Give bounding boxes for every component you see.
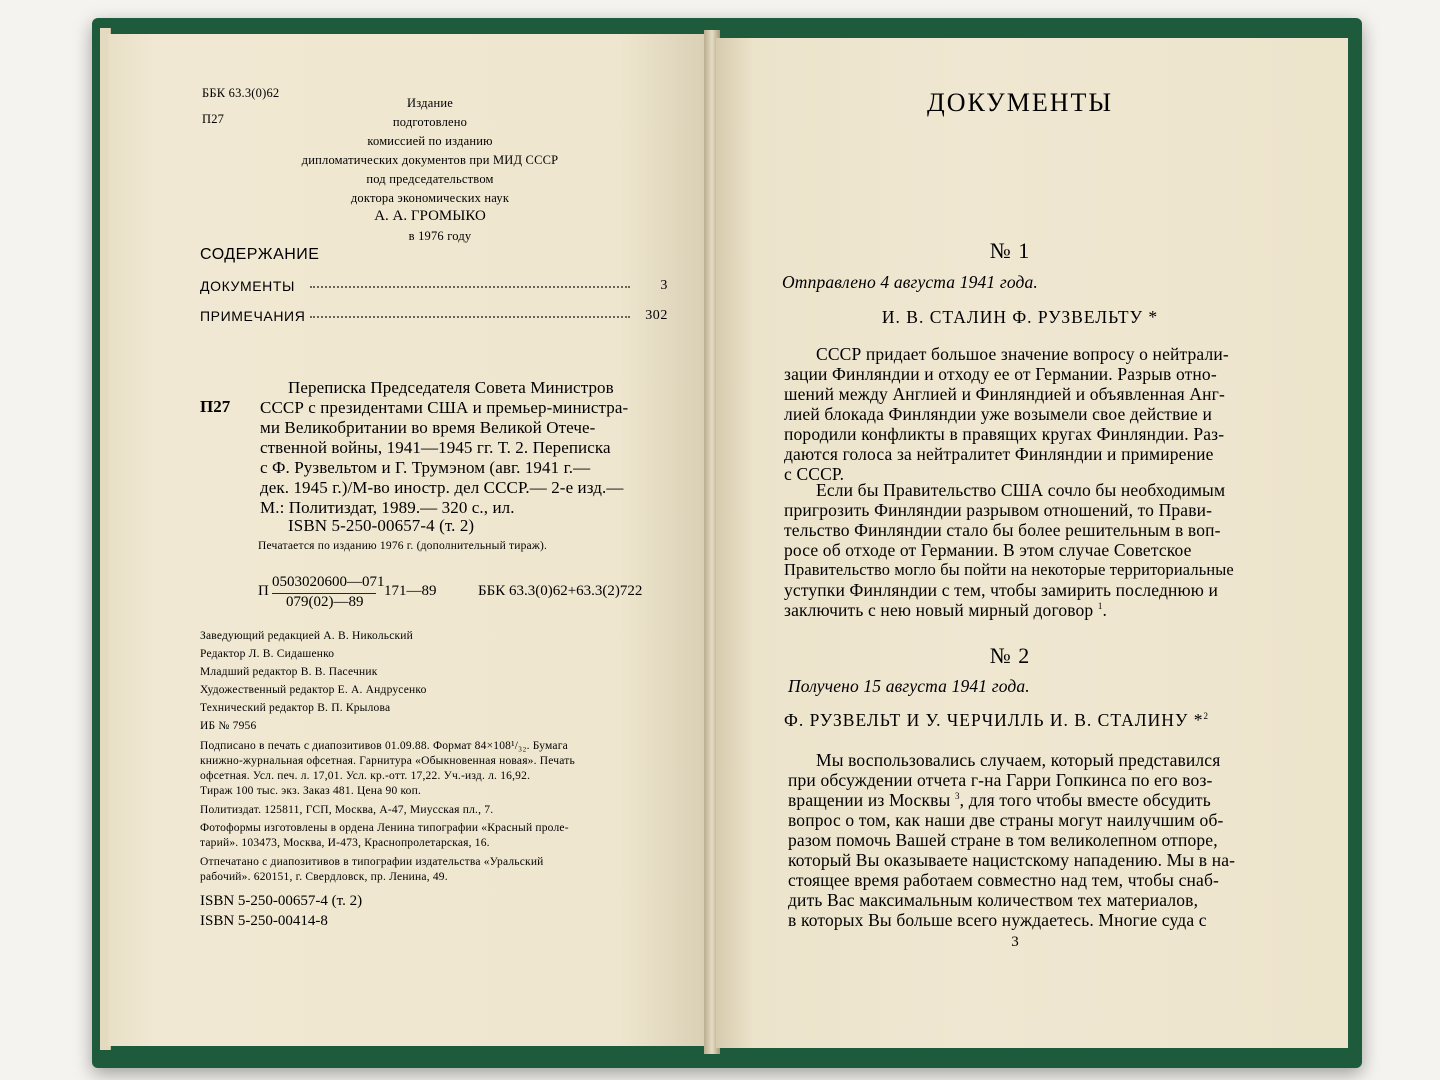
page-number: 3 [1011,934,1019,950]
biblio-line: ственной войны, 1941—1945 гг. Т. 2. Переписка [260,438,611,457]
prepared-line: под председательством [366,172,494,186]
fraction-prefix: П [258,583,269,599]
text-line: даются голоса за нейтралитет Финляндии и примирение [784,444,1214,464]
biblio-line: Переписка Председателя Совета Министров [288,378,614,397]
toc-leader [310,316,630,318]
text-line: Правительство могло бы пойти на некоторые территориальные [784,560,1234,579]
text-line: вопрос о том, как наши две страны могут наилучшим об- [788,810,1224,830]
catalog-code: П27 [200,397,231,416]
text-line: тельство Финляндии стало бы более решительным в воп- [784,520,1221,540]
text-line-last: заключить с нею новый мирный договор $^1$. [784,600,1108,620]
text-line: шений между Англией и Финляндией и объявленная Анг- [784,384,1225,404]
text-line: зации Финляндии и отходу ее от Германии. Разрыв отно- [784,364,1217,384]
staff-line: Редактор Л. В. Сидашенко [200,648,335,660]
call-code: П27 [202,112,225,126]
text-line: уступки Финляндии с тем, чтобы замирить последнюю и [784,580,1219,600]
ib-number: ИБ № 7956 [200,720,257,732]
prepared-line: подготовлено [392,115,468,129]
isbn-line: ISBN 5-250-00414-8 [200,913,328,929]
print-line: Подписано в печать с диапозитивов 01.09.88. Формат 84×108¹/₃₂. Бумага [200,740,568,752]
toc-row-documents [200,278,670,296]
bbk-code: ББК 63.3(0)62 [202,86,280,100]
reprint-note: Печатается по изданию 1976 г. (дополнительный тираж). [258,540,548,552]
toc-label: ПРИМЕЧАНИЯ [200,308,306,324]
staff-line: Технический редактор В. П. Крылова [200,702,391,714]
doc-heading: И. В. СТАЛИН Ф. РУЗВЕЛЬТУ * [881,307,1159,327]
biblio-line: дек. 1945 г.)/М-во иностр. дел СССР.— 2-е изд.— [260,478,624,497]
doc-number: № 2 [989,643,1031,668]
print-line: книжно-журнальная офсетная. Гарнитура «Обыкновенная новая». Печать [200,755,575,767]
printed-line: рабочий». 620151, г. Свердловск, пр. Ленина, 49. [200,871,448,883]
page-title: ДОКУМЕНТЫ [926,88,1114,117]
footnote-ref: 3 [954,791,960,802]
fraction-suffix: 171—89 [384,583,437,599]
photoforms-line: тарий». 103473, Москва, И-473, Краснопролетарская, 16. [200,837,490,849]
text-line: лией блокада Финляндии уже возымели свое действие и [784,404,1212,424]
footnote-ref: 2 [1203,711,1209,722]
text-line: дить Вас максимальным количеством тех материалов, [788,890,1199,910]
photoforms-line: Фотоформы изготовлены в ордена Ленина типографии «Красный проле- [200,822,569,834]
text-line: СССР придает большое значение вопросу о нейтрали- [816,344,1229,364]
doc-heading [784,710,1209,731]
text-line: заключить с нею новый мирный договор [784,600,1094,620]
toc-label: ДОКУМЕНТЫ [200,278,296,294]
isbn-main: ISBN 5-250-00657-4 (т. 2) [288,516,475,535]
prepared-author: А. А. ГРОМЫКО [374,208,486,224]
text-line: Если бы Правительство США сочло бы необходимым [816,480,1226,500]
text-line: стоящее время работаем совместно над тем, чтобы снаб- [788,870,1220,890]
fraction-bottom: 079(02)—89 [286,594,364,610]
toc-row-notes [200,308,670,326]
prepared-line: комиссией по изданию [367,134,493,148]
prepared-line: дипломатических документов при МИД СССР [301,153,559,167]
text-line: разом помочь Вашей стране в том великолепном отпоре, [788,830,1218,850]
text-line: породили конфликты в правящих кругах Финляндии. Раз- [784,424,1225,444]
staff-line: Заведующий редакцией А. В. Никольский [200,630,414,642]
biblio-line: М.: Политиздат, 1989.— 320 с., ил. [260,498,515,517]
text-line: Мы воспользовались случаем, который представился [816,750,1221,770]
doc-date: Отправлено 4 августа 1941 года. [782,272,1038,292]
toc-page: 302 [645,308,668,323]
toc-title: СОДЕРЖАНИЕ [200,246,320,263]
staff-line: Художественный редактор Е. А. Андрусенко [200,684,427,696]
fraction-bbk: ББК 63.3(0)62+63.3(2)722 [478,583,643,599]
print-line: офсетная. Усл. печ. л. 17,01. Усл. кр.-отт. 17,22. Уч.-изд. л. 16,92. [200,770,531,782]
prepared-line: доктора экономических наук [350,191,510,205]
doc-heading-text: Ф. РУЗВЕЛЬТ И У. ЧЕРЧИЛЛЬ И. В. СТАЛИНУ * [784,710,1204,730]
text-line: вращении из Москвы [788,790,951,810]
staff-line: Младший редактор В. В. Пасечник [200,666,378,678]
doc-number: № 1 [989,238,1031,263]
biblio-line: СССР с президентами США и премьер-министра- [260,398,629,417]
doc-date: Получено 15 августа 1941 года. [788,676,1030,696]
publisher-address: Политиздат. 125811, ГСП, Москва, А-47, Миусская пл., 7. [200,804,494,816]
text-line: росе об отходе от Германии. В этом случае Советское [784,540,1192,560]
text-line-tail: , для того чтобы вместе обсудить [959,790,1211,810]
text-line: при обсуждении отчета г-на Гарри Гопкинса по его воз- [788,770,1213,790]
text-line: с СССР. [784,464,845,484]
print-line: Тираж 100 тыс. экз. Заказ 481. Цена 90 коп. [200,785,422,797]
prepared-line: в 1976 году [408,229,472,243]
biblio-line: ми Великобритании во время Великой Отече- [260,418,596,437]
printed-line: Отпечатано с диапозитивов в типографии издательства «Уральский [200,856,544,868]
text-line: в которых Вы больше всего нуждаетесь. Многие суда с [788,910,1207,930]
text-line-3 [788,790,1211,811]
isbn-line: ISBN 5-250-00657-4 (т. 2) [200,893,363,909]
text-line: который Вы оказываете нацистскому нападению. Мы в на- [788,850,1236,870]
toc-leader [310,286,630,288]
biblio-line: с Ф. Рузвельтом и Г. Трумэном (авг. 1941 г.— [260,458,591,477]
prepared-line: Издание [407,96,453,110]
footnote-ref: 1 [1097,601,1103,612]
toc-page: 3 [660,278,668,293]
text-line: пригрозить Финляндии разрывом отношений, то Прави- [784,500,1213,520]
fraction-top: 0503020600—071 [272,574,385,590]
